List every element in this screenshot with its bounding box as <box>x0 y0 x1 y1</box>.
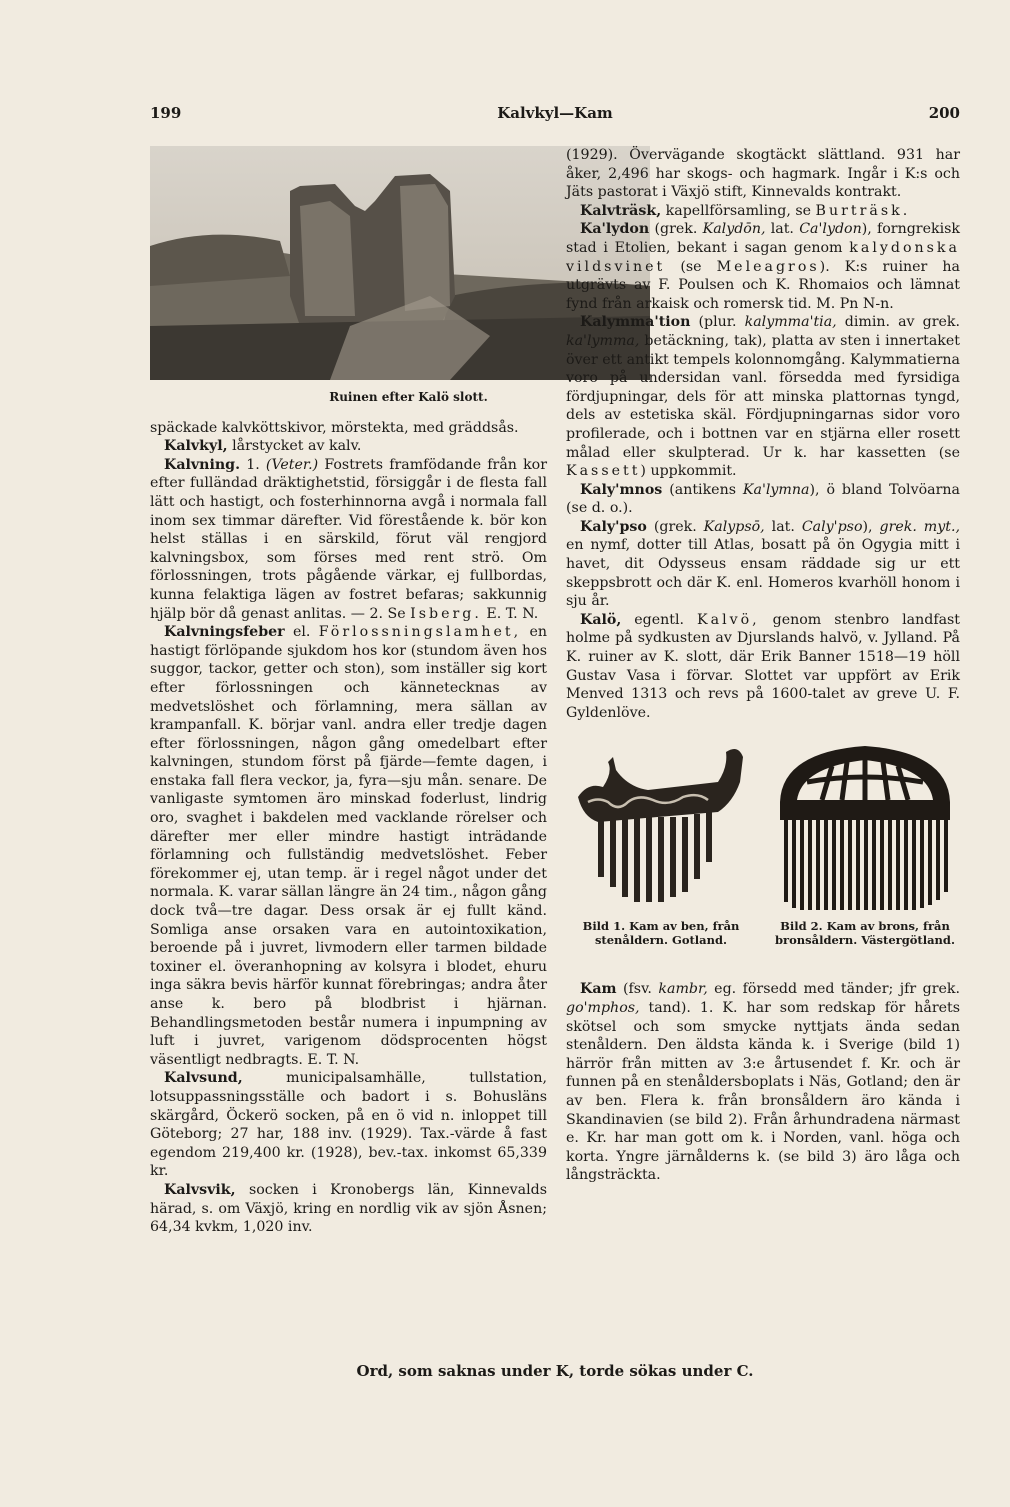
entry-text: (grek. <box>646 518 704 535</box>
left-column <box>150 146 547 1237</box>
bone-comb-illustration <box>568 742 748 912</box>
entry-kalydon <box>566 220 960 313</box>
bild2-caption: Bild 2. Kam av brons, från bronsåldern. Västergötland. <box>775 919 955 947</box>
bild1-caption: Bild 1. Kam av ben, från stenåldern. Gotland. <box>582 919 740 947</box>
entry-text: 1. <box>240 456 266 473</box>
greek-form: ka'lymma, <box>566 332 640 349</box>
headword: Kalö, <box>580 611 622 628</box>
running-title: Kalvkyl—Kam <box>497 104 613 122</box>
entry-text: kapellförsamling, se <box>661 202 816 219</box>
bronze-comb-illustration <box>772 742 958 918</box>
entry-text: genom stenbro landfast holme på sydkusten av Djurslands halvö, v. Jylland. På K. ruiner av K. slott, där Erik Banner 1518—19 höll Gustav Vasa i förvar. Slottet var uppfört av Erik Menved 1313 och revs på 1600-talet av greve U. F. Gyldenlöve. <box>566 611 961 721</box>
entry-text: Fostrets framfödande från kor efter fulländad dräktighetstid, försiggår i de flesta fall lätt och hastigt, och fosterhinnorna avgå i normala fall inom sex timmar därefter. Vid förestående k. bör kon helst ställas i en särskild, förut väl rengjord kalvningsbox, som förses med rent strö. Om förlossningen, trots pågående värkar, ej fullbordas, kunna felaktiga lägen av fostret befaras; sakkunnig hjälp bör då genast anlitas. — 2. Se <box>150 456 547 622</box>
entry-continuation: (1929). Övervägande skogtäckt slättland. 931 har åker, 2,496 har skogs- och hagmark. Ingår i K:s och Jäts pastorat i Växjö stift, Kinnevalds kontrakt. <box>566 147 960 201</box>
photo-caption: Ruinen efter Kalö slott. <box>329 390 488 404</box>
headword: Kalvsvik, <box>164 1181 236 1198</box>
headword: Ka'lydon <box>580 221 650 238</box>
headword: Kaly'mnos <box>580 481 663 498</box>
entry-text: ), forngrekisk stad i Etolien, bekant i sagan genom <box>566 221 960 256</box>
entry-text: tand). 1. K. har som redskap för hårets skötsel och som smycke nyttjats ända sedan stenåldern. Den äldsta kända k. i Sverige (bild 1) härrör från mitten av 3:e årtusendet f. Kr. och är funnen på en stenåldersboplats i Näs, Gotland; den är av ben. Flera k. från bronsåldern äro kända i Skandinavien (se bild 2). Från århundradena närmast e. Kr. har man gott om k. i Norden, vanl. höga och korta. Yngre järnålderns k. (se bild 3) äro låga och långsträckta. <box>566 1000 960 1184</box>
entry-text: (grek. <box>649 221 703 238</box>
entry-text: lat. <box>764 518 802 535</box>
latin-form: Ca'lydon <box>799 221 862 238</box>
page-number-left: 199 <box>150 104 182 122</box>
cross-reference: Burträsk. <box>815 202 911 219</box>
entry-text: lat. <box>765 221 800 238</box>
footer-note: Ord, som saknas under K, torde sökas under C. <box>356 1362 754 1380</box>
headword: Kalymma'tion <box>580 314 691 331</box>
headword: Kaly'pso <box>580 518 647 535</box>
headword: Kalvkyl, <box>164 438 228 455</box>
entry-text: egentl. <box>621 611 698 628</box>
headword: Kam <box>580 981 617 998</box>
author-signature: E. T. N. <box>302 1051 360 1068</box>
entry-kalvsund <box>150 1069 547 1181</box>
entry-text: el. <box>284 624 319 641</box>
page-number-right: 200 <box>928 104 960 122</box>
cross-reference: Kassett <box>566 463 641 480</box>
plural-form: kalymma'tia, <box>744 314 837 331</box>
entry-kalvtrask <box>566 202 960 221</box>
entry-kalvsvik <box>150 1181 547 1237</box>
entry-text: municipalsamhälle, tullstation, lotsuppassningsställe och badort i s. Bohusläns skärgård, Öckerö socken, på en ö vid n. inloppet till Göteborg; 27 har, 188 inv. (1929). Tax.-värde å fast egendom 219,400 kr. (1928), bev.-tax. inkomst 65,339 kr. <box>150 1070 547 1180</box>
entry-text: ) uppkommit. <box>640 463 737 480</box>
running-header <box>150 104 960 126</box>
latin-form: Caly'pso <box>801 518 863 535</box>
entry-text: eg. försedd med tänder; jfr grek. <box>707 981 960 998</box>
headword: Kalvning. <box>164 456 241 473</box>
greek-form: go'mphos, <box>566 1000 640 1016</box>
entry-text: (fsv. <box>616 981 659 998</box>
entry-text: dimin. av grek. <box>836 314 960 331</box>
entry-text: socken i Kronobergs län, Kinnevalds härad, s. om Växjö, kring en nordlig vik av sjön Åsnen; 64,34 kvkm, 1,020 inv. <box>150 1181 547 1236</box>
entry-kam <box>566 980 960 1185</box>
entry-text: ). K:s ruiner ha utgrävts av F. Poulsen och K. Rhomaios och lämnat fynd från arkaisk och romersk tid. M. Pn N-n. <box>566 258 960 312</box>
entry-kalymmation <box>566 313 960 480</box>
greek-form: Kalydōn, <box>702 221 766 238</box>
entry-text: (se <box>665 258 717 275</box>
entry-text: en hastigt förlöpande sjukdom hos kor (stundom även hos suggor, tackor, getter och ston), som inställer sig kort efter förlossningen och kännetecknas av medvetslöshet och förlamning, mera sällan av krampanfall. K. börjar vanl. andra eller tredje dagen efter förlossningen, någon gång omedelbart efter kalvningen, stundom först på fjärde—femte dagen, i enstaka fall flera veckor, ja, fyra—sju mån. senare. De vanligaste symtomen äro minskad foderlust, lindrig oro, svaghet i bakdelen med vacklande rörelser och därefter mer eller mindre hastigt inträdande förlamning och fullständig medvetslöshet. Feber förekommer ej, utan temp. är i regel något under det normala. K. varar sällan längre än 24 tim., någon gång dock två—tre dagar. Dess orsak är ej fullt känd. Somliga anse orsaken vara en autointoxikation, beroende på i juvret, livmodern eller tarmen bildade toxiner el. överanhopning av kolsyra i blodet, ehuru inga säkra bevis härför kunnat förebringas; andra åter anse k. bero på blodbrist i hjärnan. Behandlingsmetoden består numera i inpumpning av luft i juvret, varigenom dödsprocenten högst väsentligt nedbragts. <box>150 624 547 1068</box>
entry-kalypso <box>566 518 960 611</box>
entry-kalymnos <box>566 481 960 518</box>
entry-text: (antikens <box>662 481 743 498</box>
right-column <box>566 146 960 1185</box>
greek-form: Kalypsō, <box>703 518 765 535</box>
headword: Kalvträsk, <box>580 202 662 219</box>
headword: Kalvningsfeber <box>164 624 285 641</box>
entry-kalvning <box>150 456 547 623</box>
entry-text: en nymf, dotter till Atlas, bosatt på ön Ogygia mitt i havet, dit Odysseus ensam räddade sig ur ett skeppsbrott och där K. enl. Homeros kvarhöll honom i sju år. <box>566 537 960 610</box>
cross-reference: Förlossningslamhet, <box>318 624 522 641</box>
entry-kalo <box>566 611 960 723</box>
combs-figure <box>566 742 960 947</box>
entry-kalvkyl <box>150 437 547 456</box>
cross-reference: Meleagros <box>716 258 820 275</box>
author-signature: E. T. N. <box>481 605 539 622</box>
entry-kalvningsfeber <box>150 623 547 1069</box>
old-swedish-form: kambr, <box>658 981 708 998</box>
entry-text: betäckning, tak), platta av sten i innertaket över ett antikt tempels kolonnomgång. Kalymmatierna voro på undersidan vanl. försedda med fyrsidiga fördjupningar, dels för att minska plattornas tyngd, dels av estetiska skäl. Fördjupningarnas sidor voro profilerade, och i bottnen var en stjärna eller rosett målad eller skulpterad. Ur k. har kassetten (se <box>566 332 960 461</box>
domain-label: (Veter.) <box>265 456 319 473</box>
cross-reference: kalydonska vildsvinet <box>566 239 960 275</box>
cross-reference: Isberg. <box>410 605 482 622</box>
domain-label: grek. myt., <box>879 518 960 535</box>
ancient-form: Ka'lymna <box>742 481 810 498</box>
headword: Kalvsund, <box>164 1070 243 1087</box>
entry-text: (plur. <box>690 314 745 331</box>
entry-continuation: späckade kalvköttskivor, mörstekta, med gräddsås. <box>150 419 519 436</box>
entry-text: lårstycket av kalv. <box>227 438 362 455</box>
cross-reference: Kalvö, <box>697 611 760 628</box>
entry-text: ), <box>862 518 880 535</box>
entry-text: ), ö bland Tolvöarna (se d. o.). <box>566 481 960 517</box>
